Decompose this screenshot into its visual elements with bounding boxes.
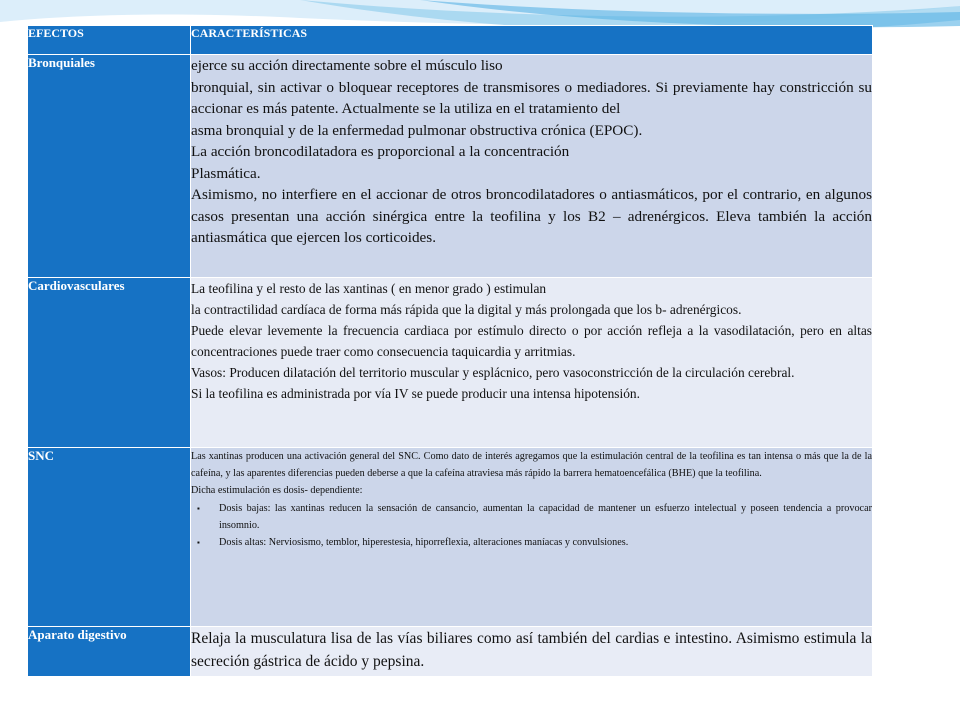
- bullet-text: Dosis bajas: las xantinas reducen la sensación de cansancio, aumentan la capacidad de mantener un esfuerzo intelectual y poseen tendencia a provocar insomnio.: [219, 502, 872, 531]
- row-label-snc: SNC: [28, 448, 191, 627]
- row-label-bronquiales: Bronquiales: [28, 55, 191, 278]
- text-line: asma bronquial y de la enfermedad pulmonar obstructiva crónica (EPOC).: [191, 121, 643, 139]
- header-characteristics: CARACTERÍSTICAS: [191, 26, 873, 55]
- table-row: [28, 55, 873, 278]
- list-item: [197, 534, 872, 551]
- text-line: La teofilina y el resto de las xantinas ( en menor grado ) estimulan: [191, 281, 547, 296]
- text-line: Vasos: Producen dilatación del territorio muscular y esplácnico, pero vasoconstricción de la circulación cerebral.: [191, 365, 795, 380]
- square-bullet-icon: ▪: [197, 503, 200, 513]
- text-line: Si la teofilina es administrada por vía IV se puede producir una intensa hipotensión.: [191, 386, 640, 401]
- digestivo-characteristics: [191, 627, 873, 677]
- bullet-text: Dosis altas: Nerviosismo, temblor, hiperestesia, hiporreflexia, alteraciones maníacas y convulsiones.: [219, 537, 629, 549]
- text-line: Plasmática.: [191, 164, 261, 182]
- effects-table: [27, 25, 873, 677]
- dose-bullet-list: [191, 500, 872, 552]
- bronquiales-characteristics: [191, 55, 873, 278]
- text-line: Asimismo, no interfiere en el accionar de otros broncodilatadores o antiasmáticos, por el contrario, en algunos casos presentan una acción sinérgica entre la teofilina y los B2 – adrenérgicos. Eleva también la acción antiasmática que ejercen los corticoides.: [191, 186, 872, 246]
- row-label-cardiovasculares: Cardiovasculares: [28, 278, 191, 448]
- text-line: Puede elevar levemente la frecuencia cardiaca por estímulo directo o por acción refleja a la vasodilatación, pero en altas concentraciones puede traer como consecuencia taquicardia y arritmias.: [191, 323, 872, 359]
- header-effects: EFECTOS: [28, 26, 191, 55]
- list-item: [197, 500, 872, 534]
- table-header-row: [28, 26, 873, 55]
- snc-characteristics: [191, 448, 873, 627]
- text-line: La acción broncodilatadora es proporcional a la concentración: [191, 143, 570, 160]
- table-row: [28, 278, 873, 448]
- text-line: la contractilidad cardíaca de forma más rápida que la digital y más prolongada que los b- adrenérgicos.: [191, 302, 742, 317]
- table-row: [28, 448, 873, 627]
- text-line: bronquial, sin activar o bloquear receptores de transmisores o mediadores. Si previamente hay constricción su accionar es más patente. Actualmente se la utiliza en el tratamiento del: [191, 78, 872, 117]
- text-line: Dicha estimulación es dosis- dependiente:: [191, 485, 363, 497]
- text-line: Relaja la musculatura lisa de las vías biliares como así también del cardias e intestino. Asimismo estimula la secreción gástrica de ácido y pepsina.: [191, 630, 872, 670]
- cardiovasculares-characteristics: [191, 278, 873, 448]
- text-line: ejerce su acción directamente sobre el músculo liso: [191, 57, 503, 74]
- row-label-aparato-digestivo: Aparato digestivo: [28, 627, 191, 677]
- text-line: Las xantinas producen una activación general del SNC. Como dato de interés agregamos que la estimulación central de la teofilina es tan intensa o más que la de la cafeína, y las aparentes diferencias pueden deberse a que la cafeína atraviesa más rápido la barrera hematoencefálica (BHE) que la teofilina.: [191, 451, 872, 480]
- table-row: [28, 627, 873, 677]
- square-bullet-icon: ▪: [197, 538, 200, 548]
